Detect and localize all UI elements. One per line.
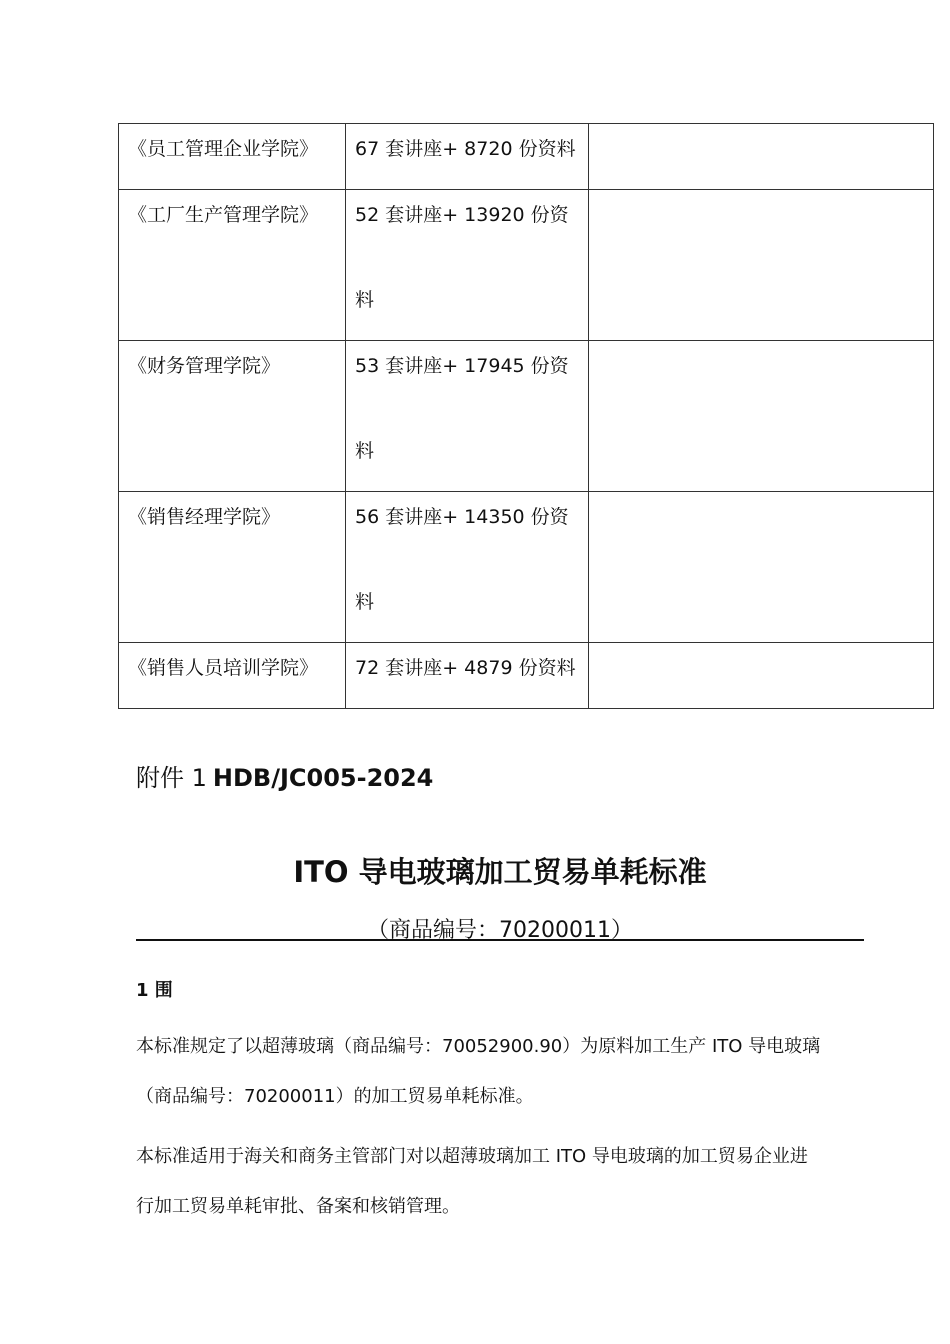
paragraph-applicability	[136, 1132, 864, 1232]
paragraph-line: 本标准适用于海关和商务主管部门对以超薄玻璃加工 ITO 导电玻璃的加工贸易企业进	[136, 1146, 808, 1167]
course-count-line: 料	[355, 289, 375, 311]
course-name: 《销售经理学院》	[119, 492, 346, 643]
course-name: 《员工管理企业学院》	[119, 124, 346, 190]
course-count	[346, 643, 589, 709]
title-divider	[136, 939, 864, 941]
course-count-line: 料	[355, 440, 375, 462]
document-subtitle: （商品编号：70200011）	[367, 918, 633, 943]
course-count-line: 52 套讲座+ 13920 份资	[355, 204, 569, 226]
attachment-code: HDB/JC005-2024	[212, 764, 434, 792]
table-row	[119, 124, 934, 190]
course-name: 《工厂生产管理学院》	[119, 190, 346, 341]
paragraph-line: 本标准规定了以超薄玻璃（商品编号：70052900.90）为原料加工生产 ITO 导电玻璃	[136, 1036, 821, 1057]
course-count-line: 56 套讲座+ 14350 份资	[355, 506, 569, 528]
attachment-label: 附件 1	[136, 764, 207, 792]
course-note	[589, 124, 934, 190]
catalog-table	[118, 123, 934, 709]
table-row	[119, 492, 934, 643]
course-note	[589, 190, 934, 341]
course-count	[346, 124, 589, 190]
course-count-line: 72 套讲座+ 4879 份资料	[355, 657, 576, 679]
course-count-line: 67 套讲座+ 8720 份资料	[355, 138, 576, 160]
document-title: ITO 导电玻璃加工贸易单耗标准	[293, 855, 707, 889]
attachment-line	[136, 758, 433, 793]
course-count	[346, 341, 589, 492]
table-row	[119, 190, 934, 341]
course-note	[589, 492, 934, 643]
table-row	[119, 341, 934, 492]
course-count	[346, 492, 589, 643]
course-count	[346, 190, 589, 341]
course-count-line: 料	[355, 591, 375, 613]
course-name: 《销售人员培训学院》	[119, 643, 346, 709]
course-count-line: 53 套讲座+ 17945 份资	[355, 355, 569, 377]
section-heading: 1 围	[136, 980, 173, 1001]
course-note	[589, 341, 934, 492]
course-note	[589, 643, 934, 709]
table-row	[119, 643, 934, 709]
paragraph-scope	[136, 1022, 864, 1122]
paragraph-line: 行加工贸易单耗审批、备案和核销管理。	[136, 1196, 460, 1217]
course-name: 《财务管理学院》	[119, 341, 346, 492]
paragraph-line: （商品编号：70200011）的加工贸易单耗标准。	[136, 1086, 534, 1107]
